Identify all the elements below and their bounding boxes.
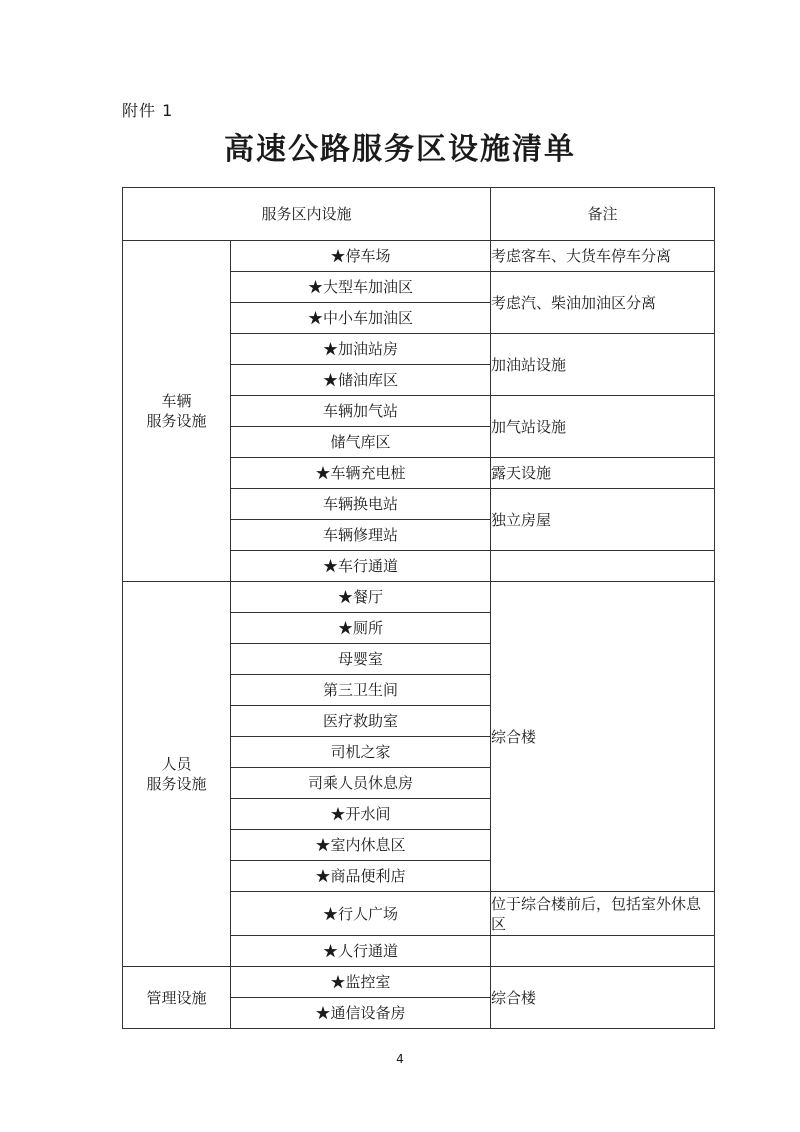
table-row xyxy=(123,967,715,998)
note-cell: 加气站设施 xyxy=(491,396,715,458)
facility-cell: ★人行通道 xyxy=(231,936,491,967)
facility-cell: 司乘人员休息房 xyxy=(231,768,491,799)
note-cell: 加油站设施 xyxy=(491,334,715,396)
facility-cell: ★通信设备房 xyxy=(231,998,491,1029)
facility-cell: 车辆修理站 xyxy=(231,520,491,551)
note-cell-empty xyxy=(491,936,715,967)
table-row xyxy=(123,241,715,272)
note-cell: 露天设施 xyxy=(491,458,715,489)
category-management xyxy=(123,967,231,1029)
facility-cell: ★监控室 xyxy=(231,967,491,998)
facility-cell: 第三卫生间 xyxy=(231,675,491,706)
category-label: 管理设施 xyxy=(146,988,207,1007)
attachment-label: 附件 1 xyxy=(122,101,174,120)
category-label: 人员 xyxy=(161,755,192,773)
category-label: 服务设施 xyxy=(146,775,207,793)
facility-cell: 医疗救助室 xyxy=(231,706,491,737)
category-personnel xyxy=(123,582,231,967)
table-row xyxy=(123,582,715,613)
facility-cell: ★厕所 xyxy=(231,613,491,644)
note-cell-empty xyxy=(491,551,715,582)
facility-cell: ★加油站房 xyxy=(231,334,491,365)
category-label: 车辆 xyxy=(161,392,192,410)
note-cell: 独立房屋 xyxy=(491,489,715,551)
note-cell: 综合楼 xyxy=(491,582,715,892)
page-number: 4 xyxy=(396,1052,404,1066)
header-facilities: 服务区内设施 xyxy=(123,188,491,241)
facility-cell: ★室内休息区 xyxy=(231,830,491,861)
facility-cell: ★大型车加油区 xyxy=(231,272,491,303)
category-label: 服务设施 xyxy=(146,412,207,430)
facility-cell: 司机之家 xyxy=(231,737,491,768)
facility-cell: ★停车场 xyxy=(231,241,491,272)
facility-cell: ★中小车加油区 xyxy=(231,303,491,334)
facility-cell: ★行人广场 xyxy=(231,892,491,936)
facility-cell: ★餐厅 xyxy=(231,582,491,613)
category-vehicle xyxy=(123,241,231,582)
note-cell: 考虑客车、大货车停车分离 xyxy=(491,241,715,272)
facility-cell: 车辆换电站 xyxy=(231,489,491,520)
facility-cell: ★商品便利店 xyxy=(231,861,491,892)
page-title: 高速公路服务区设施清单 xyxy=(224,132,576,167)
note-cell: 位于综合楼前后，包括室外休息区 xyxy=(491,892,715,936)
facility-cell: 车辆加气站 xyxy=(231,396,491,427)
facility-cell: ★车行通道 xyxy=(231,551,491,582)
facility-cell: ★储油库区 xyxy=(231,365,491,396)
facility-cell: 储气库区 xyxy=(231,427,491,458)
facilities-table xyxy=(122,187,715,1029)
facility-cell: ★开水间 xyxy=(231,799,491,830)
facility-cell: 母婴室 xyxy=(231,644,491,675)
header-notes: 备注 xyxy=(491,188,715,241)
facility-cell: ★车辆充电桩 xyxy=(231,458,491,489)
table-header-row xyxy=(123,188,715,241)
note-cell: 综合楼 xyxy=(491,967,715,1029)
note-cell: 考虑汽、柴油加油区分离 xyxy=(491,272,715,334)
